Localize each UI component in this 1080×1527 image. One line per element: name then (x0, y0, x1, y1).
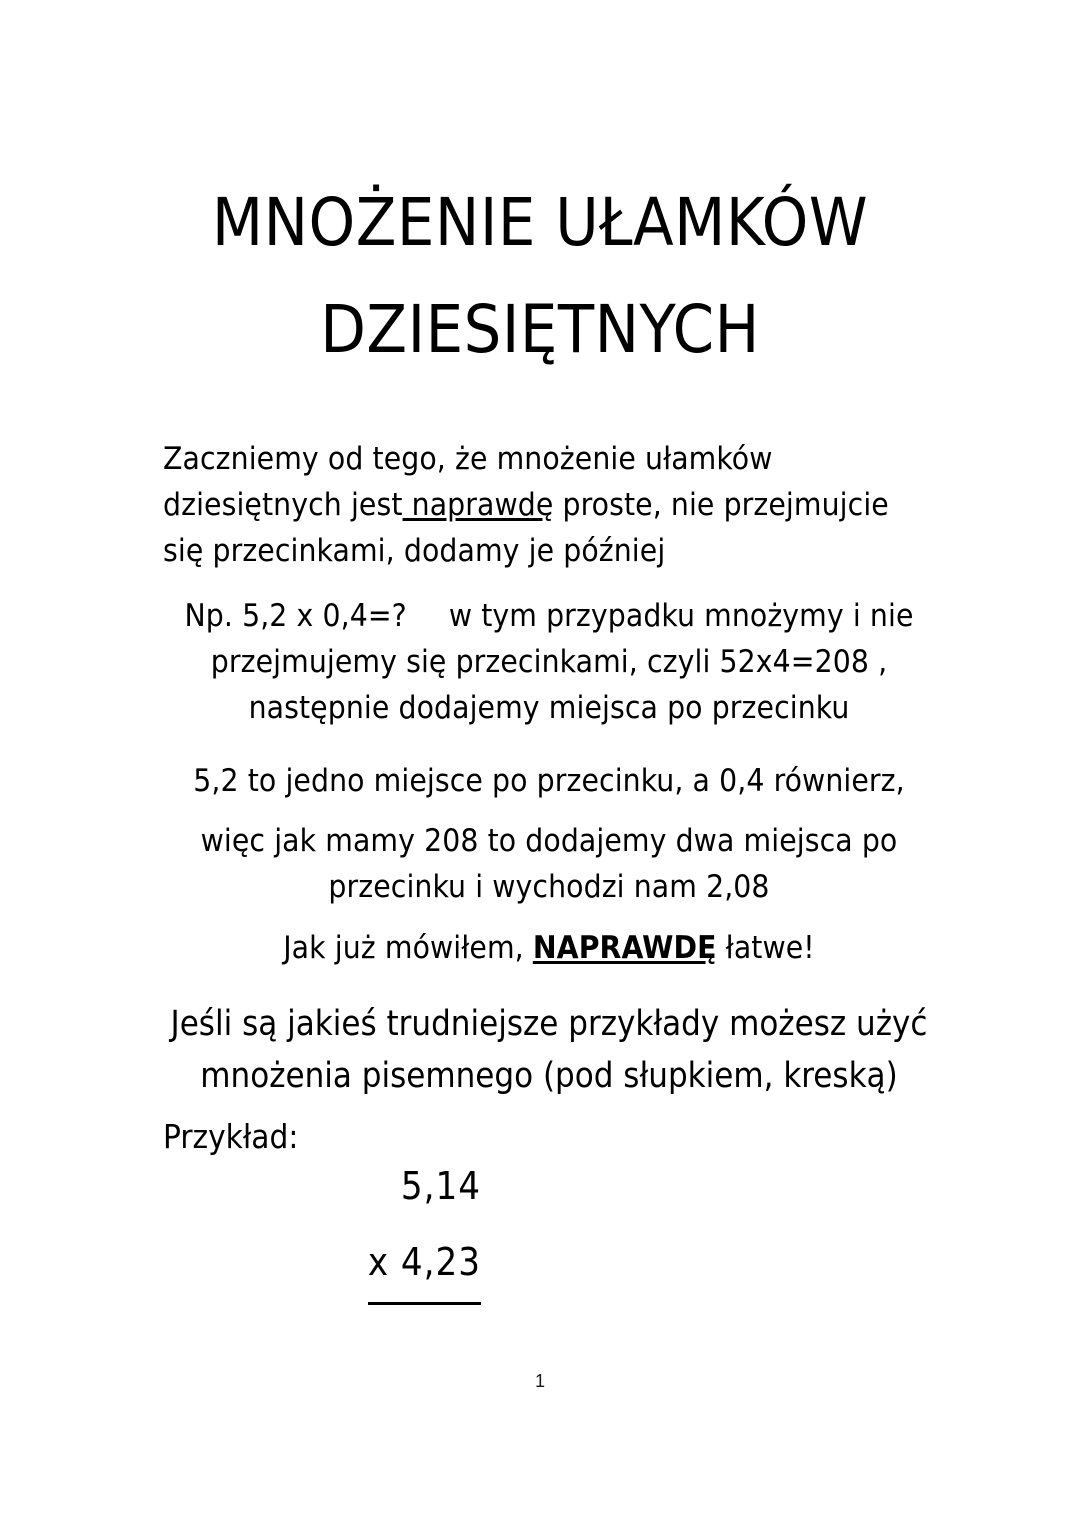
paragraph-example-explanation (163, 593, 935, 731)
paragraph-intro (163, 436, 935, 574)
easy-note-part-2: łatwe! (716, 929, 815, 966)
harder-examples-line-2: użyć mnożenia pisemnego (pod słupkiem, kreską) (200, 1003, 928, 1096)
paragraph-harder-examples (163, 998, 935, 1102)
intro-text-part-2: proste, nie przejmujcie się przecinkami, dodamy je później (163, 486, 889, 569)
harder-examples-line-1: Jeśli są jakieś trudniejsze przykłady możesz (170, 1003, 847, 1044)
page-title-line-1: MNOŻENIE UŁAMKÓW (211, 184, 869, 262)
result-line-2: przecinku i wychodzi nam 2,08 (328, 868, 770, 905)
page-title (0, 170, 1080, 384)
multiplicand: 5,14 (400, 1164, 481, 1208)
page-number: 1 (534, 1371, 545, 1391)
result-line-1: więc jak mamy 208 to dodajemy dwa miejsca po (200, 822, 898, 859)
worked-example-label: Przykład: (163, 1117, 299, 1156)
page-title-line-2: DZIESIĘTNYCH (320, 291, 760, 369)
example-line-1-rest: w tym przypadku mnożymy i nie (448, 597, 914, 634)
long-multiplication (163, 1148, 481, 1305)
example-problem: Np. 5,2 x 0,4=? (184, 597, 407, 634)
example-line-3: następnie dodajemy miejsca po przecinku (248, 689, 850, 726)
multiplier: x 4,23 (368, 1224, 481, 1305)
easy-note-emphasis-naprawde: NAPRAWDĘ (532, 929, 717, 966)
example-line-2: przejmujemy się przecinkami, czyli 52x4=208 , (210, 643, 888, 680)
intro-text-part-1: Zaczniemy od tego, że mnożenie ułamków dziesiętnych jest (163, 440, 773, 523)
paragraph-result (163, 818, 935, 910)
intro-emphasis-naprawde: naprawdę (402, 486, 554, 523)
paragraph-easy-note (163, 925, 935, 971)
paragraph-decimal-places: 5,2 to jedno miejsce po przecinku, a 0,4 równierz, (193, 762, 905, 799)
easy-note-part-1: Jak już mówiłem, (283, 929, 533, 966)
